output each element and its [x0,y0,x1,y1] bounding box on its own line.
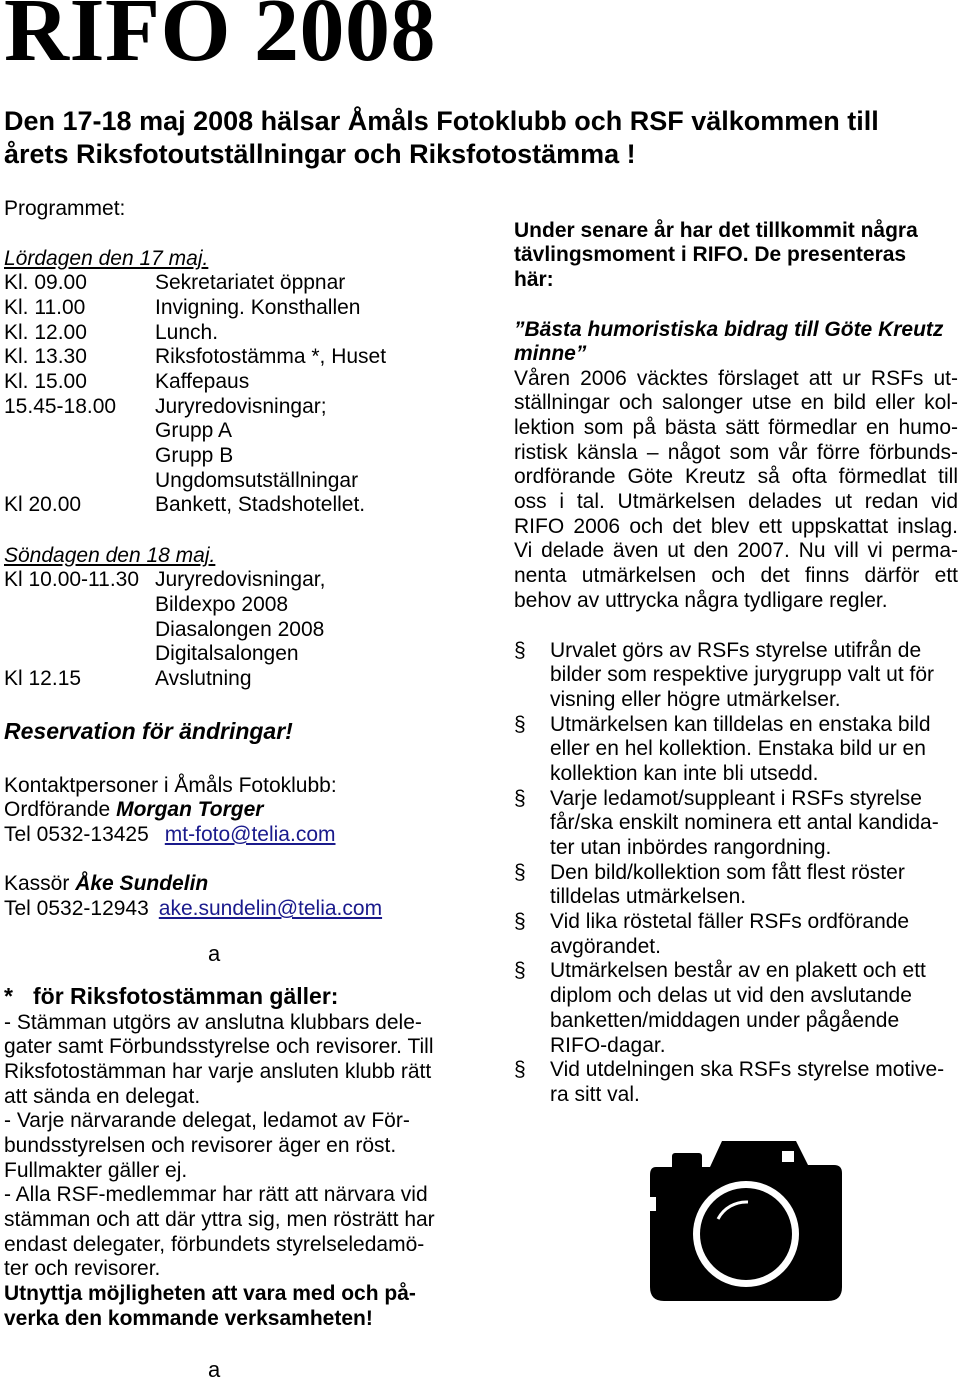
text-line: Vid lika röstetal fäller RSFs ordförande [550,910,910,934]
text-line: gater samt Förbundsstyrelse och revisorer. Till [4,1035,434,1059]
schedule-time: Kl. 11.00 [4,295,86,319]
award-description [514,367,958,614]
text-line: att sända en delegat. [4,1084,201,1108]
schedule-row [4,469,444,494]
text-line: - Alla RSF-medlemmar har rätt att närvara vid [4,1183,428,1207]
chair-phone: Tel 0532-13425 [4,822,149,846]
camera-icon [648,1137,844,1303]
text-line: här: [514,267,554,291]
chair-email-link[interactable]: mt-foto@telia.com [164,822,336,846]
text-line: avgörandet. [550,934,661,958]
welcome-heading [4,105,879,171]
schedule-row [4,493,444,518]
text-line: - Stämman utgörs av anslutna klubbars dele- [4,1010,422,1034]
text-line: ristisk känsla – något som vår förre förbunds- [514,440,958,464]
text-line: bilder som respektive jurygrupp valt ut för [550,663,934,687]
camera-viewfinder-window [782,1151,794,1162]
text-line: Under senare år har det tillkommit några [514,218,918,242]
welcome-line: Den 17-18 maj 2008 hälsar Åmåls Fotoklubb och RSF välkommen till [4,106,879,136]
meeting-heading-text: för Riksfotostämman gäller: [33,983,339,1009]
text-line: stämman och att där yttra sig, men rösträtt har [4,1208,435,1231]
text-line: banketten/middagen under pågående [550,1008,900,1032]
text-line: Våren 2006 väcktes förslaget att ur RSFs ut- [514,366,958,390]
text-line: Den bild/kollektion som fått flest röster [550,860,905,884]
text-line: ra sitt val. [550,1082,640,1106]
section-sign-bullet-icon: § [514,910,526,934]
rule-item [514,713,958,787]
schedule-event: Riksfotostämma *, Huset [155,345,387,369]
schedule-time: Kl 20.00 [4,493,82,517]
program-heading: Programmet: [4,196,126,220]
welcome-line: årets Riksfotoutställningar och Riksfotostämma ! [4,139,636,169]
award-title [514,318,958,367]
section-sign-bullet-icon: § [514,786,526,810]
rules-list [514,639,958,1108]
text-line: Utnyttja möjligheten att vara med och på- [4,1282,416,1306]
section-sign-bullet-icon: § [514,712,526,736]
schedule-row [4,271,444,296]
text-line: visning eller högre utmärkelser. [550,687,841,711]
text-line: verka den kommande verksamheten! [4,1306,373,1330]
schedule-time [4,444,155,469]
schedule-event: Bankett, Stadshotellet. [155,493,366,517]
schedule-row [4,444,444,469]
text-line: Vid utdelningen ska RSFs styrelse motive- [550,1058,945,1082]
rule-text [550,787,958,861]
text-line: Vi delade även ut den 2007. Nu vill vi perma- [514,539,958,563]
text-line: Fullmakter gäller ej. [4,1158,188,1182]
reservation-note: Reservation för ändringar! [4,718,293,744]
text-line: ställningar och salonger utse en bild eller kol- [514,391,958,415]
text-line: Utmärkelsen kan tilldelas en enstaka bild [550,712,931,736]
rule-text [550,639,958,713]
sunday-schedule [4,544,444,692]
rule-text [550,713,958,787]
treasurer-name: Åke Sundelin [75,872,209,896]
text-line: tävlingsmoment i RIFO. De presenteras [514,243,907,267]
stray-letter: a [208,941,221,966]
schedule-event: Invigning. Konsthallen [155,295,361,319]
schedule-event: Diasalongen 2008 [155,617,325,641]
schedule-time [4,593,155,618]
rule-text [550,861,958,910]
competition-intro [514,219,958,293]
chair-phone-row [4,823,444,848]
schedule-event: Avslutning [155,666,252,690]
schedule-time: Kl 10.00-11.30 [4,568,140,592]
rule-text [550,910,958,959]
schedule-time [4,618,155,643]
schedule-row [4,419,444,444]
text-line: eller en hel kollektion. Enstaka bild ur en [550,737,926,761]
text-line: RIFO 2006 och det blev ett uppskattat inslag. [514,514,958,538]
schedule-row [4,593,444,618]
schedule-event: Grupp A [155,419,233,443]
page-title: RIFO 2008 [4,0,436,80]
schedule-event: Grupp B [155,444,234,467]
section-sign-bullet-icon: § [514,959,526,983]
text-line: Riksfotostämman har varje ansluten klubb rätt [4,1059,432,1083]
schedule-time: Kl. 12.00 [4,320,87,344]
contacts-intro: Kontaktpersoner i Åmåls Fotoklubb: [4,773,337,797]
asterisk-marker: * [4,983,13,1009]
text-line: endast delegater, förbundets styrelseledamö- [4,1232,425,1256]
text-line: - Varje närvarande delegat, ledamot av För- [4,1109,410,1133]
saturday-schedule [4,247,444,519]
schedule-row [4,618,444,643]
stray-letter: a [208,1357,221,1382]
contact-spacer [4,848,444,873]
schedule-time: 15.45-18.00 [4,394,117,418]
text-line: ter och revisorer. [4,1257,161,1281]
treasurer-role: Kassör [4,872,70,896]
text-line: behov av uttrycka några tydligare regler. [514,588,888,612]
schedule-row [4,345,444,370]
contact-block [4,774,444,922]
section-sign-bullet-icon: § [514,860,526,884]
text-line: ordförande Göte Kreutz så ofta förmedlat till [514,465,958,489]
text-line: ter utan inbördes rangordning. [550,836,832,859]
rule-item [514,639,958,713]
text-line: diplom och delas ut vid den avslutande [550,984,912,1008]
treasurer-phone-row [4,897,444,922]
schedule-row [4,321,444,346]
text-line: nenta utmärkelsen och det finns därför ett [514,564,958,587]
treasurer-email-link[interactable]: ake.sundelin@telia.com [158,896,383,920]
chair-name: Morgan Torger [116,798,264,822]
schedule-event: Ungdomsutställningar [155,468,359,492]
text-line: Varje ledamot/suppleant i RSFs styrelse [550,786,922,810]
schedule-row [4,296,444,321]
schedule-day-heading: Lördagen den 17 maj. [4,246,209,270]
rule-text [550,959,958,1058]
rule-item [514,959,958,1058]
schedule-event: Digitalsalongen [155,642,299,666]
rule-item [514,910,958,959]
section-sign-bullet-icon: § [514,1058,526,1082]
rule-text [550,1058,958,1107]
schedule-row [4,395,444,420]
text-line: RIFO-dagar. [550,1033,666,1057]
schedule-row [4,568,444,593]
camera-strap-lug [650,1197,656,1211]
schedule-event: Juryredovisningar; [155,394,327,418]
schedule-event: Kaffepaus [155,369,250,393]
text-line: ”Bästa humoristiska bidrag till Göte Kreutz [514,317,944,341]
rule-item [514,861,958,910]
chair-role: Ordförande [4,798,111,822]
schedule-time: Kl. 09.00 [4,271,87,295]
schedule-event: Juryredovisningar, [155,568,326,592]
schedule-time: Kl. 15.00 [4,369,87,393]
rule-item [514,1058,958,1107]
text-line: lektion som på bästa sätt förmedlar en humo- [514,415,958,439]
text-line: bundsstyrelsen och revisorer äger en röst. [4,1133,397,1157]
schedule-row [4,370,444,395]
schedule-row [4,667,444,692]
schedule-time [4,642,155,667]
schedule-day-heading: Söndagen den 18 maj. [4,543,216,567]
meeting-heading [4,983,338,1010]
schedule-time [4,419,155,444]
text-line: får/ska enskilt nominera ett antal kandida- [550,811,939,835]
text-line: Utmärkelsen består av en plakett och ett [550,959,926,983]
text-line: Urvalet görs av RSFs styrelse utifrån de [550,638,922,662]
schedule-event: Sekretariatet öppnar [155,271,346,295]
meeting-closing [4,1282,446,1331]
text-line: minne” [514,342,587,366]
schedule-row [4,642,444,667]
meeting-paragraph [4,1011,446,1283]
schedule-event: Lunch. [155,320,219,344]
schedule-time: Kl. 13.30 [4,345,87,369]
section-sign-bullet-icon: § [514,638,526,662]
text-line: tilldelas utmärkelsen. [550,885,747,909]
text-line: oss i tal. Utmärkelsen delades ut redan vid [514,489,958,513]
treasurer-phone: Tel 0532-12943 [4,896,149,920]
chair-contact [4,798,444,823]
treasurer-contact [4,872,444,897]
schedule-time [4,469,155,494]
text-line: kollektion kan inte bli utsedd. [550,761,819,785]
schedule-time: Kl 12.15 [4,666,82,690]
schedule-event: Bildexpo 2008 [155,592,289,616]
rule-item [514,787,958,861]
